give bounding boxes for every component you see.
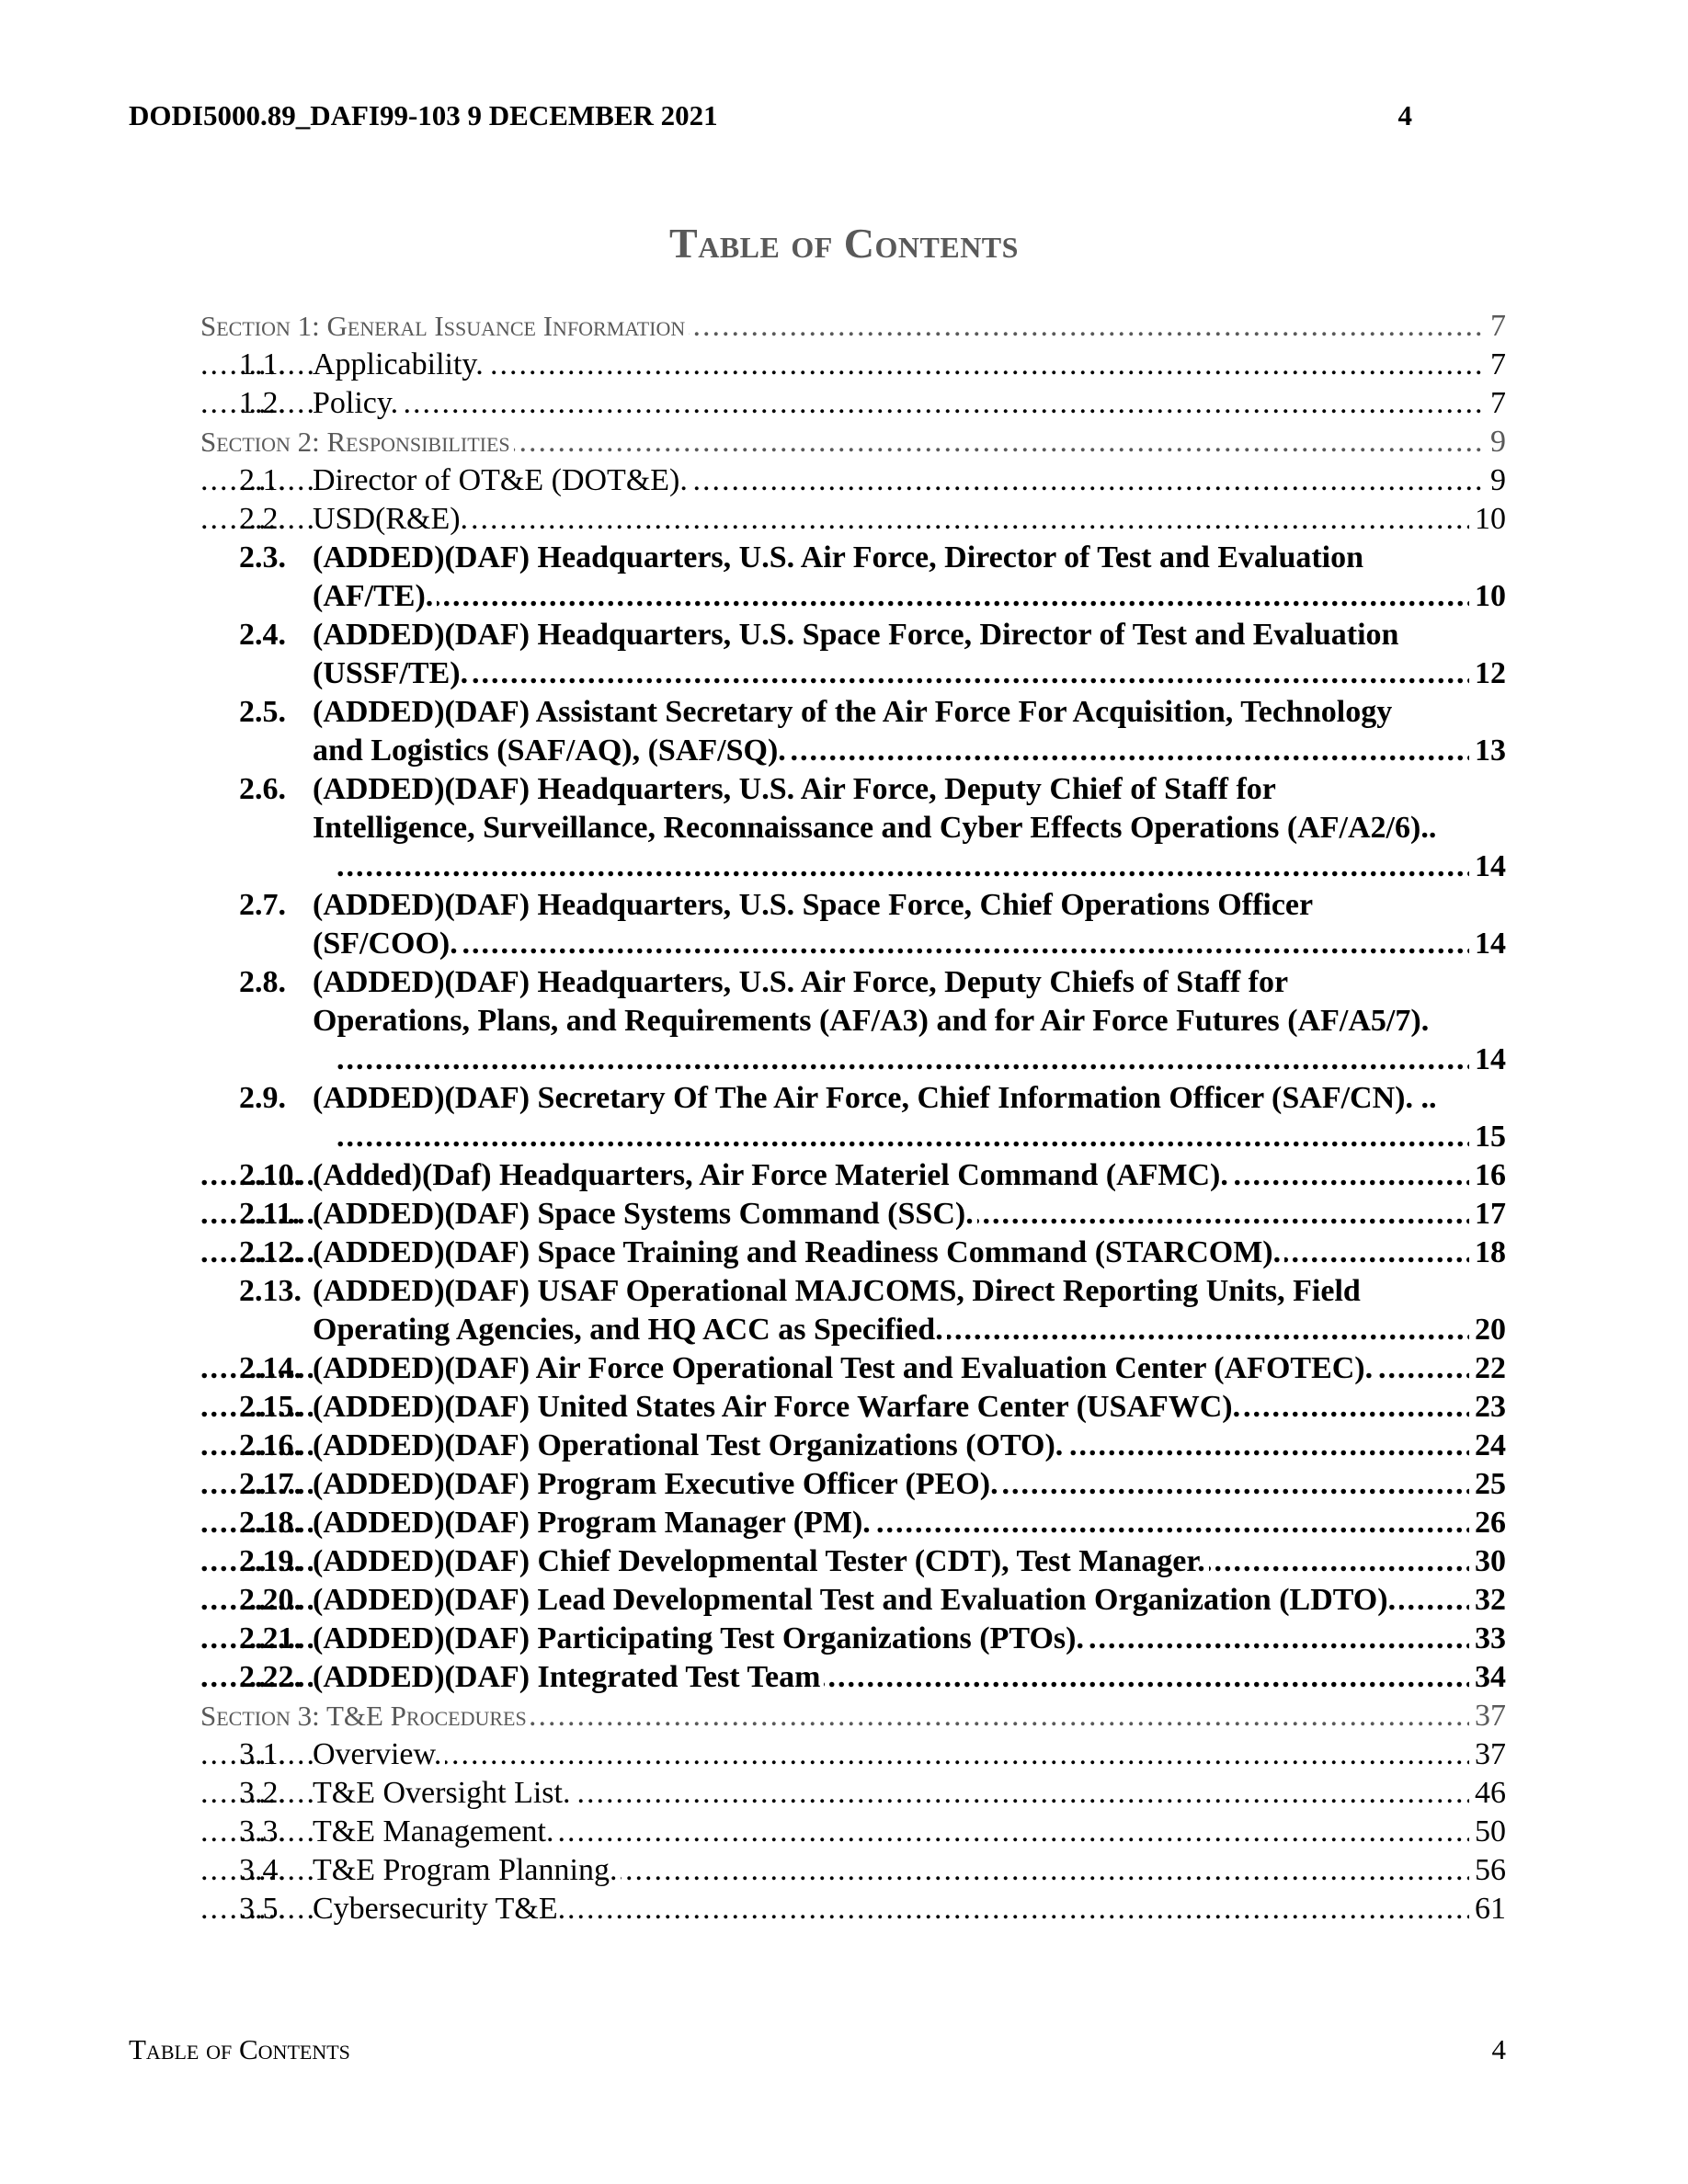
- toc-entry-title: Operating Agencies, and HQ ACC as Specified.: [313, 1311, 947, 1349]
- toc-entry[interactable]: [200, 1156, 1506, 1195]
- toc-entry[interactable]: [200, 1581, 1506, 1620]
- toc-leader-dots: [336, 847, 1506, 886]
- toc-section-entry[interactable]: [200, 423, 1506, 461]
- toc-page-number: 33: [1469, 1620, 1506, 1658]
- toc-entry-number: 2.5.: [239, 695, 286, 729]
- toc-entry[interactable]: [200, 1465, 1506, 1504]
- toc-entry[interactable]: [200, 963, 1506, 1002]
- toc-section-title: Section 1: General Issuance Information: [200, 307, 689, 346]
- toc-entry-title: (ADDED)(DAF) Integrated Test Team: [313, 1658, 824, 1697]
- toc-entry-title: (ADDED)(DAF) Headquarters, U.S. Space Force, Director of Test and Evaluation: [313, 616, 1402, 654]
- toc-section-title: Section 3: T&E Procedures: [200, 1697, 530, 1735]
- toc-entry-title: T&E Program Planning.: [313, 1851, 621, 1890]
- toc-page-number: 22: [1469, 1349, 1506, 1388]
- toc-entry[interactable]: [200, 1774, 1506, 1813]
- toc-entry-title: (USSF/TE).: [313, 654, 472, 693]
- toc-page-number: 13: [1469, 732, 1506, 770]
- page-title-text: Table of Contents: [669, 220, 1019, 267]
- toc-entry-continuation: [200, 1002, 1506, 1041]
- toc-page-number: 24: [1469, 1427, 1506, 1465]
- toc-entry-title: Applicability.: [313, 346, 487, 384]
- toc-entry[interactable]: [200, 1851, 1506, 1890]
- toc-entry[interactable]: [200, 1349, 1506, 1388]
- toc-entry-leader-line: [200, 847, 1506, 886]
- toc-leader-dots: [336, 1041, 1506, 1079]
- toc-entry-number: 2.2.: [239, 502, 286, 536]
- toc-entry-title: Director of OT&E (DOT&E).: [313, 461, 691, 500]
- toc-entry-title: (SF/COO).: [313, 925, 462, 963]
- toc-entry-number: 1.1.: [239, 347, 286, 381]
- toc-entry-number: 2.4.: [239, 618, 286, 652]
- toc-entry[interactable]: [200, 1234, 1506, 1272]
- toc-entry-number: 3.4.: [239, 1853, 286, 1887]
- toc-entry-title: (ADDED)(DAF) United States Air Force Warfare Center (USAFWC).: [313, 1388, 1244, 1427]
- toc-entry-continuation: [200, 732, 1506, 770]
- toc-entry-number: 2.17.: [239, 1467, 302, 1501]
- toc-entry-title: Cybersecurity T&E.: [313, 1890, 569, 1928]
- toc-entry-number: 3.3.: [239, 1814, 286, 1848]
- toc-entry-number: 2.14.: [239, 1351, 302, 1385]
- toc-entry-title: (ADDED)(DAF) Headquarters, U.S. Air Force, Director of Test and Evaluation: [313, 539, 1367, 577]
- toc-page-number: 26: [1469, 1504, 1506, 1542]
- toc-entry[interactable]: [200, 1813, 1506, 1851]
- toc-entry[interactable]: [200, 461, 1506, 500]
- toc-page-number: 20: [1469, 1311, 1506, 1349]
- toc-entry-continuation: [200, 654, 1506, 693]
- toc-entry-title: (ADDED)(DAF) Participating Test Organizations (PTOs).: [313, 1620, 1088, 1658]
- toc-entry-leader-line: [200, 1118, 1506, 1156]
- header-page-number: 4: [1397, 99, 1412, 131]
- toc-entry-title: (ADDED)(DAF) Air Force Operational Test and Evaluation Center (AFOTEC).: [313, 1349, 1376, 1388]
- running-footer: [129, 2033, 1506, 2066]
- toc-entry[interactable]: [200, 346, 1506, 384]
- toc-entry-title: USD(R&E).: [313, 500, 472, 539]
- toc-page-number: 34: [1469, 1658, 1506, 1697]
- footer-page-number: 4: [1491, 2033, 1506, 2065]
- toc-entry[interactable]: [200, 616, 1506, 654]
- toc-entry-number: 2.6.: [239, 772, 286, 806]
- toc-entry-title: Intelligence, Surveillance, Reconnaissance and Cyber Effects Operations (AF/A2/6)..: [313, 809, 1440, 847]
- toc-page-number: 46: [1469, 1774, 1506, 1813]
- toc-entry-continuation: [200, 925, 1506, 963]
- toc-entry-leader-line: [200, 1041, 1506, 1079]
- toc-entry-number: 2.7.: [239, 888, 286, 922]
- toc-entry-number: 2.1.: [239, 463, 286, 497]
- toc-page-number: 14: [1469, 847, 1506, 886]
- toc-entry[interactable]: [200, 1272, 1506, 1311]
- toc-page-number: 17: [1469, 1195, 1506, 1234]
- toc-entry-continuation: [200, 809, 1506, 847]
- header-doc-id: DODI5000.89_DAFI99-103 9 DECEMBER 2021: [129, 99, 718, 131]
- toc-page-number: 14: [1469, 1041, 1506, 1079]
- toc-page-number: 9: [1485, 423, 1506, 461]
- toc-page-number: 7: [1485, 346, 1506, 384]
- toc-entry[interactable]: [200, 1542, 1506, 1581]
- toc-entry-title: Operations, Plans, and Requirements (AF/A3) and for Air Force Futures (AF/A5/7).: [313, 1002, 1432, 1041]
- toc-entry-number: 3.5.: [239, 1892, 286, 1926]
- toc-page-number: 32: [1469, 1581, 1506, 1620]
- toc-entry-title: (ADDED)(DAF) Lead Developmental Test and Evaluation Organization (LDTO).: [313, 1581, 1399, 1620]
- toc-entry-number: 3.1.: [239, 1737, 286, 1771]
- toc-page-number: 30: [1469, 1542, 1506, 1581]
- toc-entry[interactable]: [200, 1658, 1506, 1697]
- toc-entry[interactable]: [200, 500, 1506, 539]
- toc-entry-title: (ADDED)(DAF) Program Executive Officer (PEO).: [313, 1465, 1002, 1504]
- toc-entry-continuation: [200, 1311, 1506, 1349]
- toc-page-number: 9: [1485, 461, 1506, 500]
- toc-page-number: 61: [1469, 1890, 1506, 1928]
- toc-section-entry[interactable]: [200, 307, 1506, 346]
- toc-entry[interactable]: [200, 1388, 1506, 1427]
- toc-entry[interactable]: [200, 1079, 1506, 1118]
- toc-entry-number: 2.11.: [239, 1197, 301, 1231]
- toc-page-number: 25: [1469, 1465, 1506, 1504]
- toc-page-number: 10: [1469, 577, 1506, 616]
- toc-page-number: 37: [1469, 1735, 1506, 1774]
- toc-page-number: 37: [1469, 1697, 1506, 1735]
- toc-leader-dots: [336, 1118, 1506, 1156]
- toc-page-number: 12: [1469, 654, 1506, 693]
- toc-entry-title: Overview.: [313, 1735, 445, 1774]
- toc-page-number: 56: [1469, 1851, 1506, 1890]
- toc-entry-number: 2.15.: [239, 1390, 302, 1424]
- toc-entry-number: 2.18.: [239, 1506, 302, 1540]
- toc-page-number: 50: [1469, 1813, 1506, 1851]
- toc-entry[interactable]: [200, 1735, 1506, 1774]
- toc-entry-number: 2.10.: [239, 1158, 302, 1192]
- toc-entry-number: 2.13.: [239, 1274, 302, 1308]
- toc-entry-title: (ADDED)(DAF) Program Manager (PM).: [313, 1504, 874, 1542]
- toc-entry[interactable]: [200, 886, 1506, 925]
- toc-leader-dots: [336, 925, 1506, 963]
- toc-entry[interactable]: [200, 693, 1506, 732]
- running-header: [129, 99, 1412, 132]
- toc-page-number: 15: [1469, 1118, 1506, 1156]
- toc-entry-title: T&E Management.: [313, 1813, 557, 1851]
- toc-page-number: 7: [1485, 384, 1506, 423]
- toc-entry-number: 2.19.: [239, 1544, 302, 1578]
- toc-entry-title: T&E Oversight List.: [313, 1774, 574, 1813]
- toc-entry-number: 2.21.: [239, 1621, 302, 1655]
- toc-leader-dots: [336, 577, 1506, 616]
- toc-page-number: 23: [1469, 1388, 1506, 1427]
- toc-entry[interactable]: [200, 539, 1506, 577]
- toc-section-title: Section 2: Responsibilities: [200, 423, 514, 461]
- toc-entry-title: (ADDED)(DAF) Headquarters, U.S. Air Force, Deputy Chiefs of Staff for: [313, 963, 1292, 1002]
- toc-entry-title: (ADDED)(DAF) Assistant Secretary of the Air Force For Acquisition, Technology: [313, 693, 1396, 732]
- toc-entry-title: (ADDED)(DAF) Headquarters, U.S. Space Force, Chief Operations Officer: [313, 886, 1317, 925]
- toc-entry-title: (ADDED)(DAF) USAF Operational MAJCOMS, Direct Reporting Units, Field: [313, 1272, 1364, 1311]
- toc-entry-number: 2.3.: [239, 540, 286, 574]
- page-title: [0, 219, 1688, 267]
- toc-leader-dots: [336, 654, 1506, 693]
- toc-entry[interactable]: [200, 1620, 1506, 1658]
- toc-page-number: 16: [1469, 1156, 1506, 1195]
- toc-entry-number: 2.16.: [239, 1428, 302, 1462]
- table-of-contents: [200, 307, 1506, 1928]
- toc-entry-title: Policy.: [313, 384, 402, 423]
- toc-page-number: 14: [1469, 925, 1506, 963]
- toc-entry-title: and Logistics (SAF/AQ), (SAF/SQ).: [313, 732, 790, 770]
- toc-entry[interactable]: [200, 1890, 1506, 1928]
- toc-entry-continuation: [200, 577, 1506, 616]
- toc-entry[interactable]: [200, 1195, 1506, 1234]
- toc-entry-title: (ADDED)(DAF) Headquarters, U.S. Air Force, Deputy Chief of Staff for: [313, 770, 1280, 809]
- toc-entry-number: 2.9.: [239, 1081, 286, 1115]
- toc-entry[interactable]: [200, 770, 1506, 809]
- toc-entry-number: 2.8.: [239, 965, 286, 999]
- toc-page-number: 18: [1469, 1234, 1506, 1272]
- toc-page-number: 7: [1485, 307, 1506, 346]
- toc-entry-number: 2.12.: [239, 1235, 302, 1269]
- toc-entry-title: (ADDED)(DAF) Space Systems Command (SSC).: [313, 1195, 977, 1234]
- toc-entry[interactable]: [200, 384, 1506, 423]
- toc-entry-number: 3.2.: [239, 1776, 286, 1810]
- toc-entry-number: 1.2.: [239, 386, 286, 420]
- toc-entry-title: (Added)(Daf) Headquarters, Air Force Materiel Command (AFMC).: [313, 1156, 1232, 1195]
- toc-entry-title: (ADDED)(DAF) Space Training and Readiness Command (STARCOM).: [313, 1234, 1284, 1272]
- footer-label: Table of Contents: [129, 2033, 350, 2065]
- toc-entry[interactable]: [200, 1427, 1506, 1465]
- toc-entry[interactable]: [200, 1504, 1506, 1542]
- toc-section-entry[interactable]: [200, 1697, 1506, 1735]
- toc-entry-title: (ADDED)(DAF) Operational Test Organizations (OTO).: [313, 1427, 1066, 1465]
- toc-entry-number: 2.22.: [239, 1660, 302, 1694]
- toc-entry-title: (ADDED)(DAF) Secretary Of The Air Force, Chief Information Officer (SAF/CN). ..: [313, 1079, 1441, 1118]
- toc-page-number: 10: [1469, 500, 1506, 539]
- toc-entry-title: (AF/TE).: [313, 577, 437, 616]
- toc-entry-number: 2.20.: [239, 1583, 302, 1617]
- toc-entry-title: (ADDED)(DAF) Chief Developmental Tester (CDT), Test Manager.: [313, 1542, 1209, 1581]
